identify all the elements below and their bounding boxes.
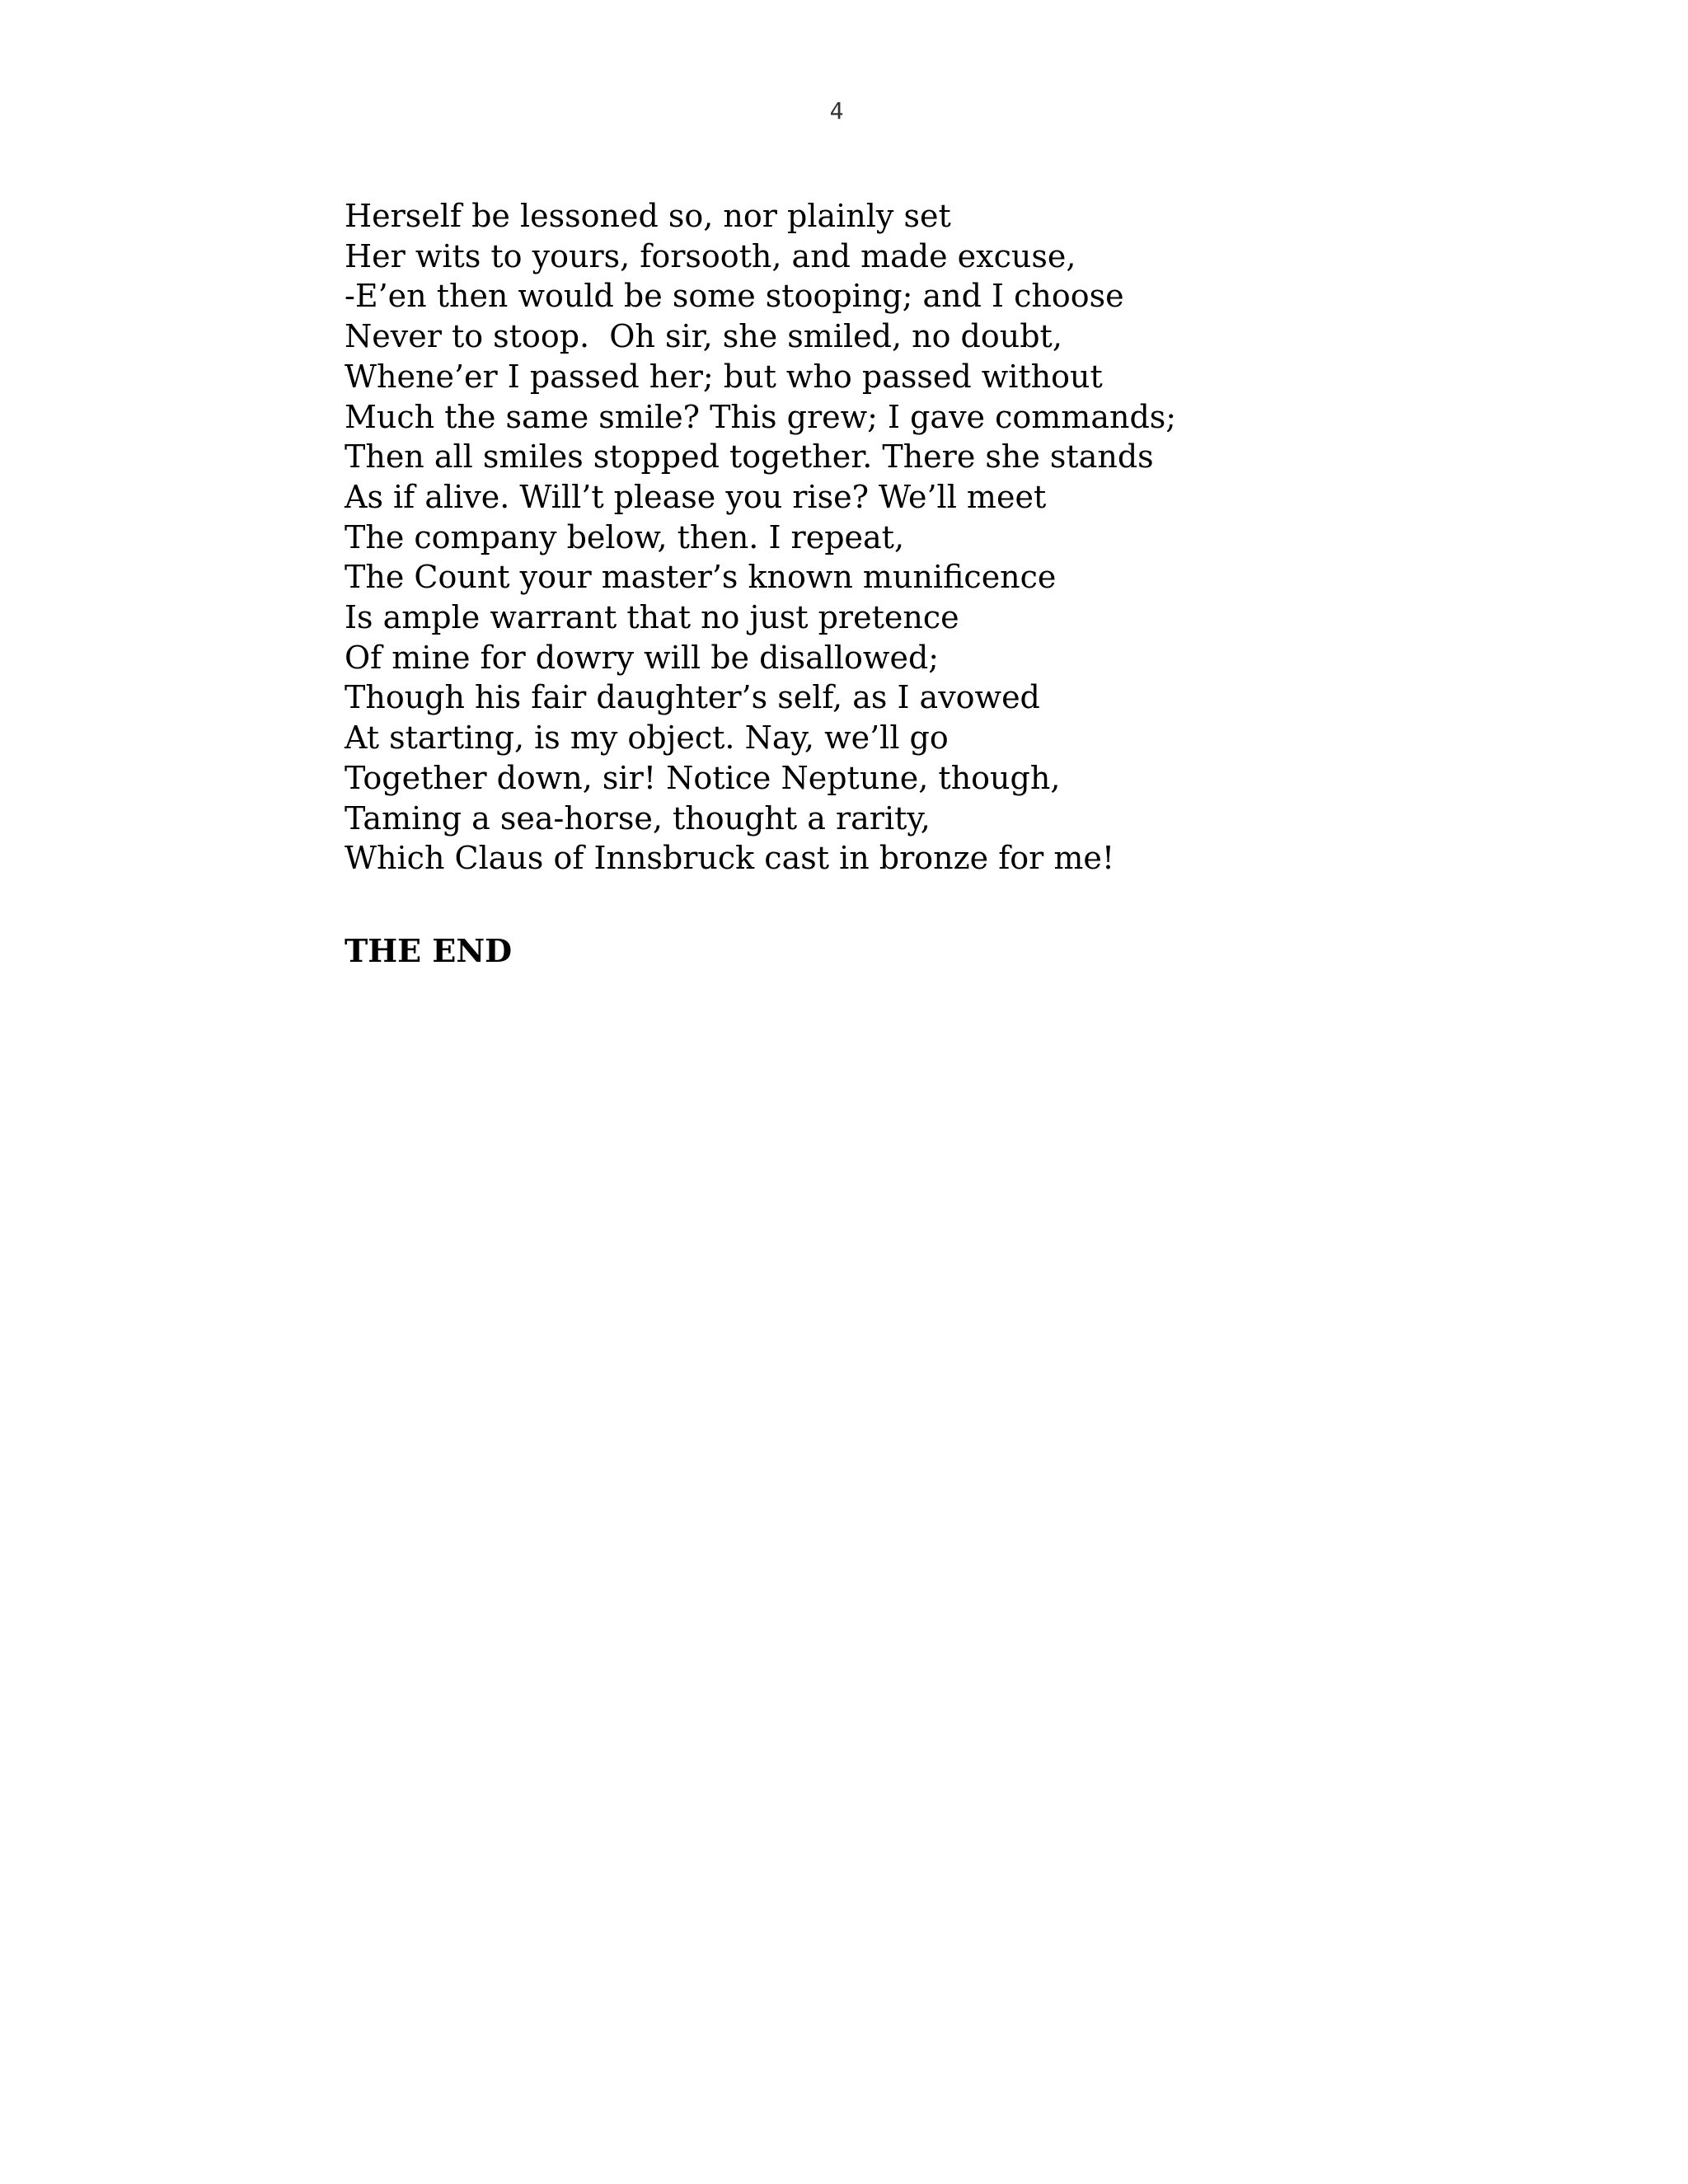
poem-line: Herself be lessoned so, nor plainly set xyxy=(345,198,951,234)
poem-line: As if alive. Will’t please you rise? We’ll meet xyxy=(345,478,1047,515)
poem-line: Of mine for dowry will be disallowed; xyxy=(345,639,940,676)
the-end-heading: THE END xyxy=(345,932,513,969)
poem-line: Never to stoop. Oh sir, she smiled, no doubt, xyxy=(345,318,1062,355)
poem-stanza xyxy=(345,196,1581,879)
page-number: 4 xyxy=(829,97,844,124)
poem-line: Her wits to yours, forsooth, and made excuse, xyxy=(345,237,1076,274)
poem-line: Much the same smile? This grew; I gave commands; xyxy=(345,398,1177,435)
poem-line: Then all smiles stopped together. There she stands xyxy=(345,438,1154,476)
poem-line: Together down, sir! Notice Neptune, though, xyxy=(345,759,1061,796)
poem-line: Whene’er I passed her; but who passed without xyxy=(345,358,1103,395)
poem-line: Though his fair daughter’s self, as I avowed xyxy=(345,679,1040,716)
poem-line: -E’en then would be some stooping; and I choose xyxy=(345,278,1124,315)
poem-line: At starting, is my object. Nay, we’ll go xyxy=(345,719,949,757)
poem-line: Is ample warrant that no just pretence xyxy=(345,599,959,636)
poem-line: The company below, then. I repeat, xyxy=(345,518,905,555)
poem-line: Which Claus of Innsbruck cast in bronze for me! xyxy=(345,840,1115,877)
poem-line: The Count your master’s known munificence xyxy=(345,559,1057,596)
poem-line: Taming a sea-horse, thought a rarity, xyxy=(345,799,931,837)
